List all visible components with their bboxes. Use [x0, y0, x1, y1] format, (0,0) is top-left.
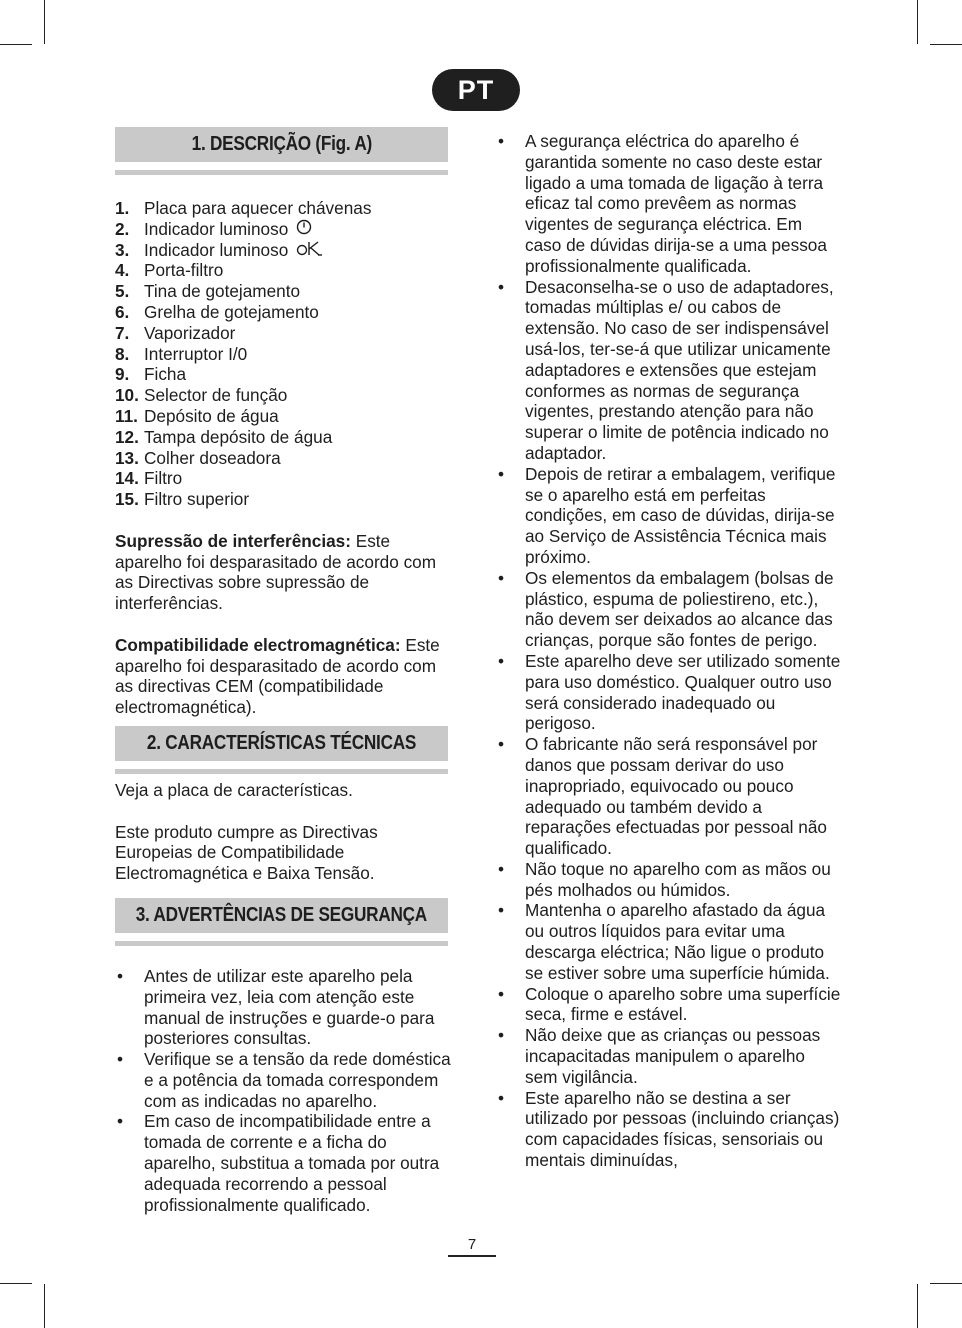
- bullet-text: Não toque no aparelho com as mãos ou pés molhados ou húmidos.: [525, 858, 831, 900]
- item-number: 4.: [115, 260, 130, 281]
- item-label: Porta-filtro: [144, 260, 224, 281]
- bullet-text: Antes de utilizar este aparelho pela primeira vez, leia com atenção este manual de instruções e guarde-o para posteriores consultas.: [144, 965, 435, 1049]
- parts-list-item: [115, 427, 455, 448]
- parts-list-item: [115, 219, 455, 240]
- item-number: 8.: [115, 343, 130, 364]
- bullet-text: Verifique se a tensão da rede doméstica e a potência da tomada correspondem com as indicadas no aparelho.: [144, 1049, 451, 1111]
- page-number: 7: [448, 1236, 496, 1257]
- bullet-symbol: •: [498, 1025, 505, 1046]
- crop-mark: [930, 1283, 962, 1284]
- safety-list-right: [496, 131, 841, 1171]
- item-number: 2.: [115, 218, 130, 239]
- bullet-text: A segurança eléctrica do aparelho é garantida somente no caso deste estar ligado a uma tomada de ligação à terra eficaz tal como prevêem as normas vigentes de segurança eléctrica. Em caso de dúvidas dirija-se a uma pessoa profissionalmente qualificada.: [525, 131, 827, 276]
- parts-list-item: [115, 344, 455, 365]
- parts-list-item: [115, 302, 455, 323]
- bullet-text: O fabricante não será responsável por danos que possam derivar do uso inapropriado, equivocado ou pouco adequado ou também devido a reparações efectuadas por pessoal não qualificado.: [525, 734, 827, 859]
- safety-bullet: [496, 568, 841, 651]
- bullet-text: Este aparelho deve ser utilizado somente para uso doméstico. Qualquer outro uso será considerado inadequado ou perigoso.: [525, 650, 841, 734]
- parts-list-item: [115, 468, 455, 489]
- bullet-symbol: •: [498, 983, 505, 1004]
- item-label: Depósito de água: [144, 405, 279, 426]
- bullet-symbol: •: [498, 131, 505, 151]
- item-number: 13.: [115, 447, 139, 468]
- item-number: 9.: [115, 364, 130, 385]
- safety-bullet: [496, 900, 841, 983]
- safety-bullet: [496, 859, 841, 901]
- bullet-symbol: •: [117, 1049, 124, 1070]
- parts-list-item: [115, 198, 455, 219]
- bullet-text: Em caso de incompatibilidade entre a tomada de corrente e a ficha do aparelho, substitua a tomada por outra adequada recorrendo a pessoal profissionalmente qualificado.: [144, 1111, 440, 1215]
- ok-ready-icon: [296, 240, 322, 261]
- section-divider: [115, 170, 448, 175]
- left-column: [115, 127, 455, 1215]
- parts-list-item: [115, 260, 455, 281]
- bullet-symbol: •: [117, 1111, 124, 1132]
- right-column: [496, 131, 841, 1171]
- item-number: 1.: [115, 198, 130, 218]
- specs-note: Veja a placa de características.: [115, 779, 353, 800]
- item-number: 3.: [115, 239, 130, 260]
- item-label: Colher doseadora: [144, 447, 281, 468]
- bullet-text: Desaconselha-se o uso de adaptadores, tomadas múltiplas e/ ou cabos de extensão. No caso de ser indispensável usá-los, ter-se-á que utilizar unicamente adaptadores e extensões que estejam conformes as normas de segurança vigentes, prestando atenção para não superar o limite de potência indicado no adaptador.: [525, 276, 834, 463]
- safety-bullet: [496, 277, 841, 464]
- safety-bullet: [496, 1088, 841, 1171]
- crop-mark: [917, 0, 918, 44]
- bullet-text: Os elementos da embalagem (bolsas de plástico, espuma de poliestireno, etc.), não devem ser deixados ao alcance das crianças, porque são fontes de perigo.: [525, 567, 834, 651]
- item-number: 5.: [115, 281, 130, 302]
- safety-bullet: [115, 966, 455, 1049]
- section-1-heading: 1. DESCRIÇÃO (Fig. A): [115, 127, 448, 162]
- item-number: 15.: [115, 489, 139, 510]
- emc-paragraph: Compatibilidade electromagnética: Este aparelho foi desparasitado de acordo com as directivas CEM (compatibilidade electromagnética).: [115, 634, 440, 718]
- safety-bullet: [496, 464, 841, 568]
- item-label: Ficha: [144, 364, 187, 385]
- item-label: Indicador luminoso: [144, 239, 289, 260]
- section-3-heading: 3. ADVERTÊNCIAS DE SEGURANÇA: [115, 898, 448, 933]
- parts-list: [115, 198, 455, 510]
- safety-list-left: [115, 966, 455, 1216]
- item-label: Vaporizador: [144, 322, 236, 343]
- bullet-text: Mantenha o aparelho afastado da água ou outros líquidos para evitar uma descarga eléctrica; Não ligue o produto se estiver sobre uma superfície húmida.: [525, 900, 830, 983]
- parts-list-item: [115, 364, 455, 385]
- safety-bullet: [496, 651, 841, 734]
- item-number: 11.: [115, 405, 138, 426]
- bullet-symbol: •: [498, 567, 505, 588]
- bullet-symbol: •: [498, 900, 505, 921]
- item-number: 14.: [115, 468, 139, 489]
- crop-mark: [917, 1284, 918, 1328]
- item-label: Selector de função: [144, 385, 288, 406]
- bullet-symbol: •: [498, 463, 505, 484]
- item-label: Placa para aquecer chávenas: [144, 198, 372, 218]
- bullet-text: Este aparelho não se destina a ser utilizado por pessoas (incluindo crianças) com capacidades físicas, sensoriais ou mentais diminuídas,: [525, 1087, 840, 1171]
- item-label: Filtro: [144, 468, 183, 489]
- parts-list-item: [115, 240, 455, 261]
- parts-list-item: [115, 448, 455, 469]
- item-number: 7.: [115, 322, 130, 343]
- safety-bullet: [115, 1111, 455, 1215]
- suppression-paragraph: Supressão de interferências: Este aparelho foi desparasitado de acordo com as Directivas sobre supressão de interferências.: [115, 530, 437, 614]
- section-2-heading: 2. CARACTERÍSTICAS TÉCNICAS: [115, 726, 448, 761]
- bullet-text: Não deixe que as crianças ou pessoas incapacitadas manipulem o aparelho sem vigilância.: [525, 1025, 821, 1087]
- safety-bullet: [496, 734, 841, 859]
- safety-bullet: [496, 1025, 841, 1087]
- safety-bullet: [496, 984, 841, 1026]
- item-number: 12.: [115, 426, 139, 447]
- bullet-symbol: •: [498, 858, 505, 879]
- language-badge: PT: [432, 69, 520, 111]
- item-label: Indicador luminoso: [144, 218, 289, 239]
- safety-bullet: [115, 1049, 455, 1111]
- item-label: Grelha de gotejamento: [144, 301, 319, 322]
- crop-mark: [44, 1284, 45, 1328]
- bullet-symbol: •: [498, 1087, 505, 1108]
- bullet-text: Depois de retirar a embalagem, verifique se o aparelho está em perfeitas condições, em caso de dúvidas, dirija-se ao Serviço de Assistência Técnica mais próximo.: [525, 463, 836, 567]
- crop-mark: [44, 0, 45, 44]
- power-icon: [296, 219, 312, 240]
- bullet-text: Coloque o aparelho sobre uma superfície seca, firme e estável.: [525, 983, 841, 1025]
- crop-mark: [0, 1283, 32, 1284]
- item-number: 6.: [115, 301, 130, 322]
- parts-list-item: [115, 385, 455, 406]
- item-label: Filtro superior: [144, 489, 250, 510]
- parts-list-item: [115, 323, 455, 344]
- crop-mark: [930, 44, 962, 45]
- safety-bullet: [496, 131, 841, 277]
- bullet-symbol: •: [498, 650, 505, 671]
- item-number: 10.: [115, 385, 139, 406]
- section-divider: [115, 769, 448, 774]
- directives-paragraph: Este produto cumpre as Directivas Europeias de Compatibilidade Electromagnética e Baixa Tensão.: [115, 821, 378, 884]
- parts-list-item: [115, 489, 455, 510]
- bullet-symbol: •: [117, 965, 124, 986]
- parts-list-item: [115, 281, 455, 302]
- item-label: Interruptor I/0: [144, 343, 248, 364]
- bullet-symbol: •: [498, 276, 505, 297]
- bullet-symbol: •: [498, 734, 505, 755]
- crop-mark: [0, 44, 32, 45]
- item-label: Tampa depósito de água: [144, 426, 333, 447]
- parts-list-item: [115, 406, 455, 427]
- item-label: Tina de gotejamento: [144, 281, 301, 302]
- section-divider: [115, 941, 448, 946]
